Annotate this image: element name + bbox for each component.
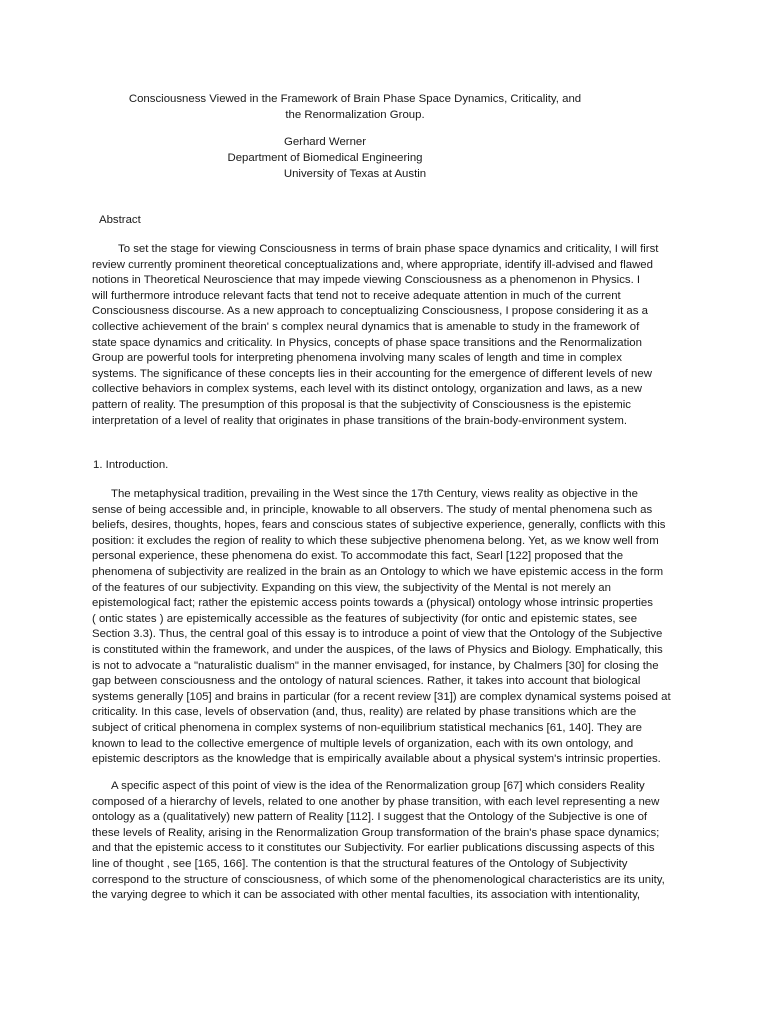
author-department: Department of Biomedical Engineering	[227, 152, 423, 164]
author-info	[0, 134, 650, 182]
introduction-paragraph-2	[92, 779, 692, 904]
text-line: is not to advocate a "naturalistic dualism" in the manner envisaged, for instance, by Chalmers [30] for closing the	[92, 659, 659, 672]
text-line: personal experience, these phenomena do exist. To accommodate this fact, Searl [122] proposed that the	[92, 550, 624, 563]
introduction-paragraph-1	[92, 487, 692, 768]
text-line: Section 3.3). Thus, the central goal of this essay is to introduce a point of view that the Ontology of the Subjective	[92, 628, 663, 641]
abstract-paragraph	[92, 242, 692, 429]
text-line: line of thought , see [165, 166]. The contention is that the structural features of the Ontology of Subjectivity	[92, 857, 628, 870]
introduction-heading: 1. Introduction.	[93, 459, 169, 471]
text-line: collective behaviors in complex systems, each level with its distinct ontology, organization and laws, as a new	[92, 383, 642, 396]
text-line: ( ontic states ) are epistemically accessible as the features of subjectivity (for ontic and epistemic states, see	[92, 612, 638, 625]
text-line: state space dynamics and criticality. In Physics, concepts of phase space transitions and the Renormalization	[92, 336, 642, 349]
text-line: epistemic descriptors as the knowledge that is empirically available about a physical system's intrinsic properties.	[92, 753, 661, 766]
text-line: interpretation of a level of reality that originates in phase transitions of the brain-body-environment system.	[92, 414, 628, 427]
author-university: University of Texas at Austin	[283, 168, 427, 180]
text-line: ontology as a (qualitatively) new pattern of Reality [112]. I suggest that the Ontology of the Subjective is one of	[92, 811, 648, 824]
text-line: The metaphysical tradition, prevailing in the West since the 17th Century, views reality as objective in the	[111, 488, 638, 500]
text-line: notions in Theoretical Neuroscience that may impede viewing Consciousness as a phenomenon in Physics. I	[92, 274, 641, 287]
text-line: composed of a hierarchy of levels, related to one another by phase transition, with each level representing a new	[92, 795, 660, 808]
text-line: position: it excludes the region of reality to which these subjective phenomena belong. Yet, as we know well from	[92, 534, 659, 547]
author-name: Gerhard Werner	[283, 136, 367, 148]
paper-title-line-1: Consciousness Viewed in the Framework of Brain Phase Space Dynamics, Criticality, and	[128, 93, 582, 105]
text-line: criticality. In this case, levels of observation (and, thus, reality) are related by phase transitions which are the	[92, 706, 637, 719]
text-line: Group are powerful tools for interpreting phenomena involving many scales of length and time in complex	[92, 352, 622, 365]
paper-title	[0, 91, 710, 123]
text-line: correspond to the structure of consciousness, of which some of the phenomenological characteristics are its unity,	[92, 873, 665, 886]
text-line: and that the epistemic access to it constitutes our Subjectivity. For earlier publications discussing aspects of this	[92, 842, 655, 855]
text-line: these levels of Reality, arising in the Renormalization Group transformation of the brain's phase space dynamics;	[92, 826, 660, 839]
text-line: will furthermore introduce relevant facts that tend not to receive adequate attention in much of the current	[92, 289, 621, 302]
text-line: of the features of our subjectivity. Expanding on this view, the subjectivity of the Mental is not merely an	[92, 581, 611, 594]
text-line: systems. The significance of these concepts lies in their accounting for the emergence of different levels of new	[92, 367, 652, 380]
text-line: is constituted within the framework, and under the auspices, of the laws of Physics and Biology. Emphatically, this	[92, 643, 663, 656]
text-line: phenomena of subjectivity are realized in the brain as an Ontology to which we have epistemic access in the form	[92, 565, 664, 578]
text-line: review currently prominent theoretical conceptualizations and, where appropriate, identify ill-advised and flawed	[92, 258, 653, 271]
text-line: known to lead to the collective emergence of multiple levels of organization, each with its own ontology, and	[92, 737, 634, 750]
text-line: systems generally [105] and brains in particular (for a recent review [31]) are complex dynamical systems poised at	[92, 690, 671, 703]
text-line: pattern of reality. The presumption of this proposal is that the subjectivity of Consciousness is the epistemic	[92, 398, 632, 411]
text-line: sense of being accessible and, in principle, knowable to all observers. The study of mental phenomena such as	[92, 503, 653, 516]
text-line: gap between consciousness and the ontology of natural sciences. Rather, it takes into account that biological	[92, 675, 641, 688]
text-line: A specific aspect of this point of view is the idea of the Renormalization group [67] which considers Reality	[111, 780, 645, 792]
text-line: the varying degree to which it can be associated with other mental faculties, its association with intentionality,	[92, 889, 641, 902]
text-line: epistemological fact; rather the epistemic access points towards a (physical) ontology whose intrinsic properties	[92, 597, 653, 610]
text-line: To set the stage for viewing Consciousness in terms of brain phase space dynamics and criticality, I will first	[118, 243, 659, 255]
text-line: subject of critical phenomena in complex systems of non-equilibrium statistical mechanics [61, 140]. They are	[92, 721, 642, 734]
paper-title-line-2: the Renormalization Group.	[285, 109, 425, 121]
text-line: Consciousness discourse. As a new approach to conceptualizing Consciousness, I propose considering it as a	[92, 305, 648, 318]
text-line: collective achievement of the brain' s complex neural dynamics that is amenable to study in the framework of	[92, 320, 640, 333]
text-line: beliefs, desires, thoughts, hopes, fears and conscious states of subjective experience, generally, conflicts with this	[92, 519, 666, 532]
abstract-heading: Abstract	[99, 214, 141, 226]
